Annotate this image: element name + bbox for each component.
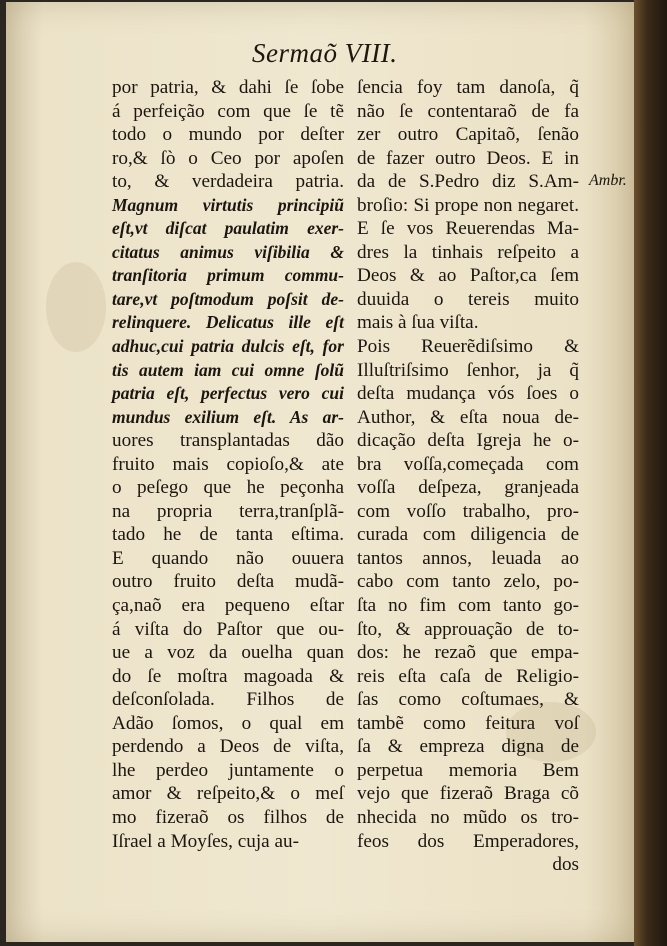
- text-line: com voſſo trabalho, pro-: [357, 500, 579, 522]
- text-line: adhuc,cui patria dulcis eſt, for: [112, 336, 344, 357]
- text-line: Iſrael a Moyſes, cuja au-: [112, 830, 299, 852]
- text-line: dres la tinhais reſpeito a: [357, 241, 579, 263]
- text-line: da de S.Pedro diz S.Am-: [357, 171, 579, 193]
- text-line: tado he de tanta eſtima.: [112, 524, 344, 546]
- text-line: Magnum virtutis principiũ: [112, 194, 344, 215]
- text-line: tantos annos, leuada ao: [357, 547, 579, 569]
- text-line: ro,& ſò o Ceo por apoſen: [112, 147, 344, 169]
- text-line: ſencia foy tam danoſa, q̃: [357, 77, 579, 98]
- text-line: ſas como coſtumaes, &: [357, 689, 579, 711]
- text-line: dicação deſta Igreja he o-: [357, 430, 579, 452]
- text-line: por patria, & dahi ſe ſobe: [112, 77, 344, 98]
- text-line: ſto, & approuação de to-: [357, 618, 579, 640]
- text-line: lhe perdeo juntamente o: [112, 759, 344, 781]
- text-line: amor & reſpeito,& o meſ: [112, 783, 344, 805]
- text-line: ſa & empreza digna de: [357, 736, 579, 758]
- text-line: vejo que fizeraõ Braga cõ: [357, 783, 579, 805]
- text-line: do ſe moſtra magoada &: [112, 665, 344, 687]
- text-line: mundus exilium eſt. As ar-: [112, 406, 344, 427]
- text-line: tambẽ como feitura voſ: [357, 712, 579, 734]
- text-line: deſconſolada. Filhos de: [112, 689, 344, 711]
- text-line: eſt,vt diſcat paulatim exer-: [112, 218, 344, 239]
- text-line: Deos & ao Paſtor,ca ſem: [357, 265, 579, 287]
- text-line: tare,vt poſtmodum poſsit de-: [112, 288, 344, 309]
- text-line: ſta no fim com tanto go-: [357, 595, 579, 617]
- text-line: nhecida no mũdo os tro-: [357, 806, 579, 828]
- text-line: curada com diligencia de: [357, 524, 579, 546]
- text-line: de fazer outro Deos. E in: [357, 147, 579, 169]
- text-line: o peſego que he peçonha: [112, 477, 344, 499]
- text-line: á viſta do Paſtor que ou-: [112, 618, 344, 640]
- text-line: não ſe contentaraõ de fa: [357, 100, 579, 122]
- right-column: [357, 76, 579, 877]
- text-line: dos: he rezaõ que empa-: [357, 642, 579, 664]
- paper-stain: [46, 262, 106, 352]
- text-line: Illuſtriſsimo ſenhor, ja q̃: [357, 359, 579, 381]
- text-line: na propria terra,tranſplã-: [112, 500, 344, 522]
- text-line: cabo com tanto zelo, po-: [357, 571, 579, 593]
- text-line: tis autem iam cui omne ſolũ: [112, 359, 344, 380]
- text-line: dos: [552, 854, 579, 876]
- text-line: perpetua memoria Bem: [357, 759, 579, 781]
- text-line: to, & verdadeira patria.: [112, 171, 344, 193]
- text-line: patria eſt, perfectus vero cui: [112, 383, 344, 404]
- text-line: citatus animus viſibilia &: [112, 241, 344, 262]
- text-line: perdendo a Deos de viſta,: [112, 736, 344, 758]
- running-header: Sermaõ VIII.: [252, 38, 398, 68]
- text-line: deſta mudança vós ſoes o: [357, 383, 579, 405]
- text-line: Pois Reuerẽdiſsimo &: [357, 336, 579, 358]
- text-line: E quando não ouuera: [112, 547, 344, 569]
- text-line: feos dos Emperadores,: [357, 830, 579, 852]
- text-line: E ſe vos Reuerendas Ma-: [357, 218, 579, 240]
- text-line: broſio: Si prope non negaret.: [357, 194, 579, 216]
- text-line: reis eſta caſa de Religio-: [357, 665, 579, 687]
- text-line: ue a voz da ouelha quan: [112, 642, 344, 664]
- text-line: tranſitoria primum commu-: [112, 265, 344, 286]
- text-line: todo o mundo por deſter: [112, 124, 344, 146]
- text-line: mais à ſua viſta.: [357, 312, 479, 334]
- text-line: mo fizeraõ os filhos de: [112, 806, 344, 828]
- text-line: bra voſſa,começada com: [357, 453, 579, 475]
- text-line: Adão ſomos, o qual em: [112, 712, 344, 734]
- text-line: duuida o tereis muito: [357, 288, 579, 310]
- text-line: Author, & eſta noua de-: [357, 406, 579, 428]
- text-line: voſſa deſpeza, granjeada: [357, 477, 579, 499]
- text-line: ça,naõ era pequeno eſtar: [112, 595, 344, 617]
- text-line: outro fruito deſta mudã-: [112, 571, 344, 593]
- book-edge: [634, 0, 667, 946]
- text-line: uores transplantadas dão: [112, 430, 344, 452]
- text-line: á perfeição com que ſe tẽ: [112, 100, 344, 122]
- margin-note: Ambr.: [589, 172, 627, 189]
- text-line: zer outro Capitaõ, ſenão: [357, 124, 579, 146]
- text-line: relinquere. Delicatus ille eſt: [112, 312, 344, 333]
- left-column: [112, 76, 344, 853]
- text-line: fruito mais copioſo,& ate: [112, 453, 344, 475]
